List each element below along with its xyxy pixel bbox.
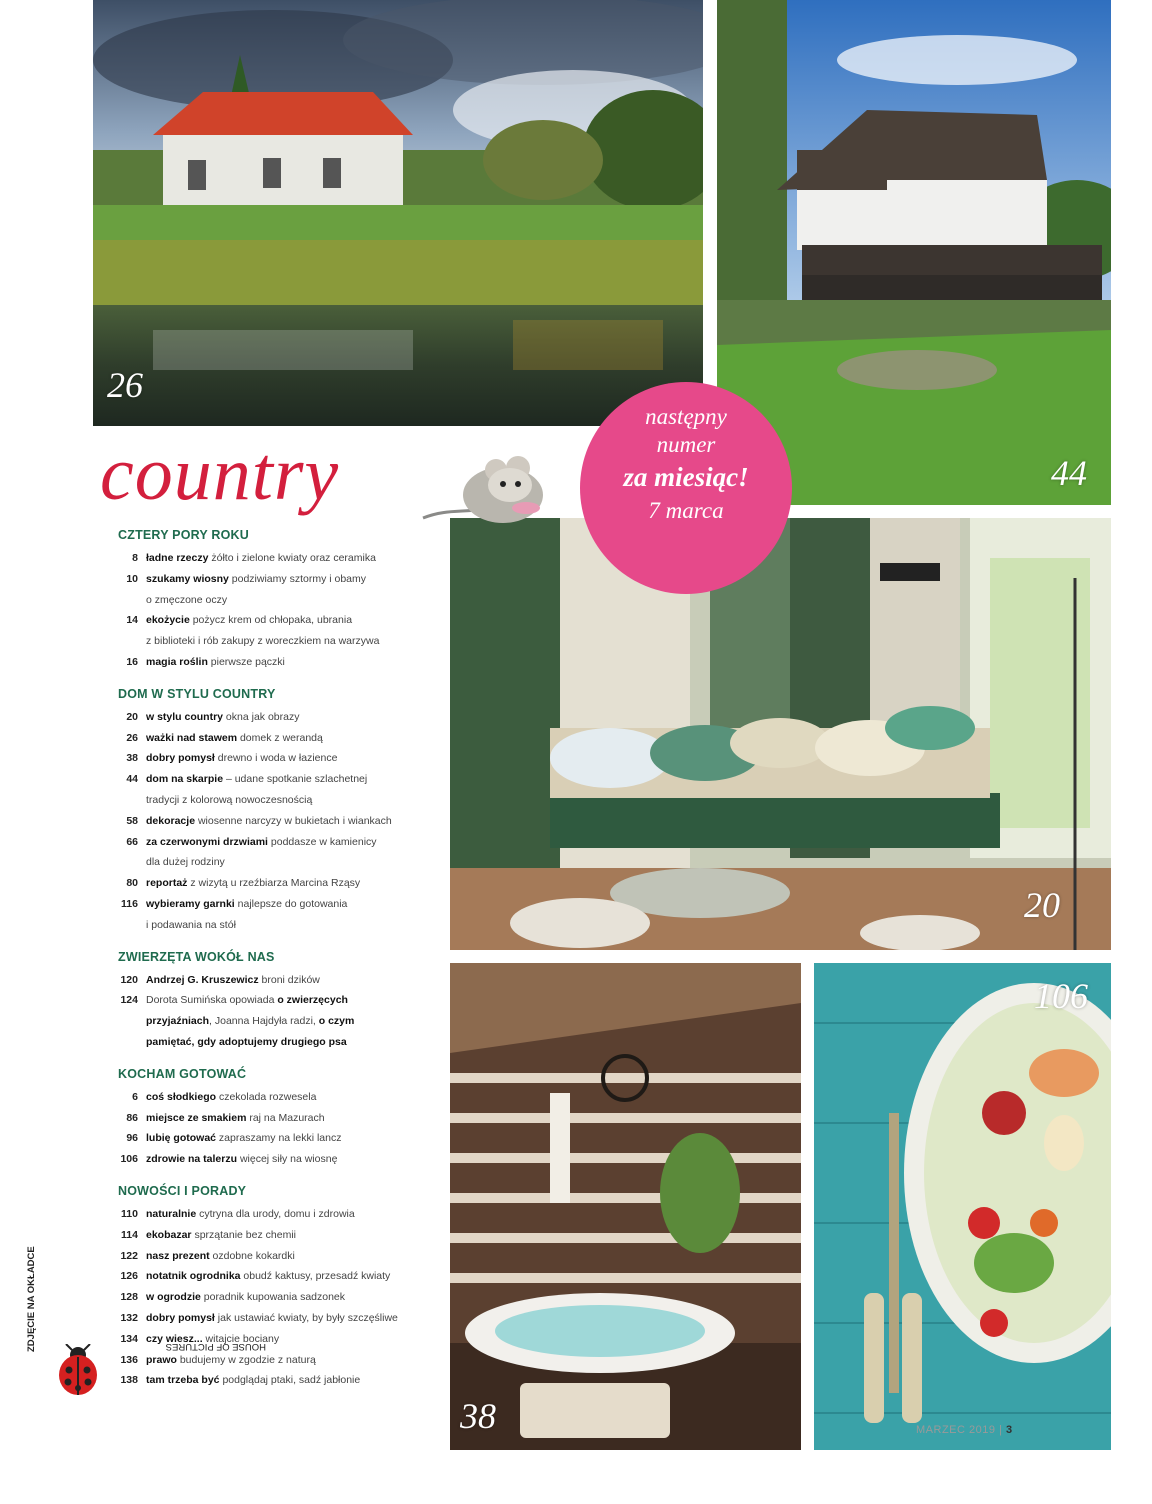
credit-label: ZDJĘCIE NA OKŁADCE [26, 1246, 37, 1352]
toc-entry[interactable] [96, 1350, 446, 1371]
entry-page: 20 [126, 710, 138, 723]
section-logo: country [100, 432, 340, 516]
toc-entry[interactable] [96, 1287, 446, 1308]
toc-entry[interactable] [96, 1308, 446, 1329]
entry-title: za czerwonymi drzwiami [146, 835, 268, 848]
entry-title: coś słodkiego [146, 1090, 217, 1103]
entry-title: ekożycie [146, 614, 190, 627]
toc-entry[interactable] [96, 1246, 446, 1267]
entry-title: w ogrodzie [146, 1291, 201, 1304]
entry-desc: witajcie bociany [202, 1332, 280, 1345]
entry-desc: broni dzików [258, 973, 320, 986]
toc-entry[interactable] [96, 548, 446, 569]
entry-desc: pierwsze pączki [207, 655, 285, 668]
toc-entry[interactable] [96, 811, 446, 832]
entry-page: 138 [120, 1374, 138, 1387]
entry-page: 44 [126, 773, 138, 786]
entry-title: w stylu country [146, 710, 224, 723]
toc-entry[interactable] [96, 707, 446, 728]
entry-desc: z wizytą u rzeźbiarza Marcina Rząsy [187, 877, 361, 890]
section-title: DOM W STYLU COUNTRY [118, 686, 276, 701]
toc-entry-continued [96, 852, 446, 873]
page-number: 3 [1005, 1424, 1013, 1436]
toc-entry-continued [96, 1032, 446, 1053]
promo-line: za miesiąc! [623, 462, 749, 492]
entry-desc: więcej siły na wiosnę [237, 1153, 338, 1166]
entry-desc: budujemy w zgodzie z naturą [176, 1353, 316, 1366]
entry-desc: o zmęczone oczy [146, 593, 228, 606]
entry-page: 86 [126, 1111, 138, 1124]
entry-desc: poradnik kupowania sadzonek [200, 1291, 346, 1304]
entry-page: 58 [126, 814, 138, 827]
toc-entry[interactable] [96, 894, 446, 915]
entry-page: 122 [120, 1249, 138, 1262]
toc-section [96, 528, 446, 673]
issue-month: MARZEC 2019 [916, 1424, 996, 1436]
section-title: NOWOŚCI I PORADY [118, 1183, 247, 1198]
entry-page: 126 [120, 1270, 138, 1283]
entry-page: 124 [120, 994, 138, 1007]
promo-line: następny [645, 404, 727, 429]
promo-date: 7 marca [648, 498, 724, 523]
toc-entry[interactable] [96, 569, 446, 590]
entry-desc: i podawania na stół [146, 918, 236, 931]
entry-desc: podglądaj ptaki, sadź jabłonie [219, 1374, 361, 1387]
entry-page: 8 [132, 552, 138, 564]
photo-bathroom [450, 963, 801, 1450]
entry-title: nasz prezent [146, 1249, 210, 1262]
entry-desc: domek z werandą [237, 731, 323, 744]
page-number-label: 106 [1034, 976, 1088, 1016]
page-number-label: 26 [107, 365, 143, 405]
entry-title: notatnik ogrodnika [146, 1270, 241, 1283]
toc-section [96, 1067, 446, 1170]
page-number-label: 38 [460, 1396, 496, 1436]
entry-title: ważki nad stawem [146, 731, 238, 744]
photo-lake-house [93, 0, 703, 426]
toc-section [96, 1184, 446, 1391]
entry-page: 16 [126, 655, 138, 668]
entry-page: 6 [132, 1090, 138, 1103]
entry-page: 80 [126, 877, 138, 890]
toc-entry[interactable] [96, 873, 446, 894]
entry-page: 120 [120, 973, 138, 986]
entry-desc: Dorota Sumińska opowiada [146, 994, 278, 1007]
toc-entry[interactable] [96, 1087, 446, 1108]
entry-desc: pożycz krem od chłopaka, ubrania [189, 614, 353, 627]
entry-desc: okna jak obrazy [223, 710, 300, 723]
toc-entry[interactable] [96, 1204, 446, 1225]
section-title: ZWIERZĘTA WOKÓŁ NAS [118, 949, 275, 964]
entry-title: o czym [318, 1015, 355, 1028]
entry-title: pamiętać, gdy adoptujemy drugiego psa [146, 1035, 347, 1048]
entry-page: 38 [126, 752, 138, 765]
toc-entry[interactable] [96, 1329, 446, 1350]
entry-title: czy wiesz... [146, 1332, 203, 1345]
table-of-contents [96, 528, 446, 1405]
toc-entry[interactable] [96, 728, 446, 749]
entry-title: Andrzej G. Kruszewicz [146, 973, 259, 986]
toc-entry-continued [96, 590, 446, 611]
toc-entry[interactable] [96, 1266, 446, 1287]
entry-desc: cytryna dla urody, domu i zdrowia [196, 1207, 355, 1220]
promo-line: numer [656, 432, 716, 457]
entry-title: ekobazar [146, 1228, 192, 1241]
entry-desc: obudź kaktusy, przesadź kwiaty [240, 1270, 391, 1283]
entry-desc: – udane spotkanie szlachetnej [223, 773, 368, 786]
entry-page: 134 [120, 1332, 138, 1345]
next-issue-badge [580, 382, 792, 594]
entry-page: 114 [121, 1228, 138, 1241]
entry-title: reportaż [146, 877, 188, 890]
entry-desc: jak ustawiać kwiaty, by były szczęśliwe [214, 1311, 398, 1324]
entry-title: wybieramy garnki [146, 897, 235, 910]
entry-page: 136 [120, 1353, 138, 1366]
entry-page: 66 [126, 835, 138, 848]
toc-entry[interactable] [96, 990, 446, 1011]
entry-title: dekoracje [146, 814, 196, 827]
entry-desc: tradycji z kolorową nowoczesnością [146, 793, 313, 806]
toc-entry[interactable] [96, 610, 446, 631]
entry-title: szukamy wiosny [146, 572, 229, 585]
entry-title: dobry pomysł [146, 752, 215, 765]
entry-page: 14 [126, 614, 138, 627]
section-title: KOCHAM GOTOWAĆ [118, 1066, 247, 1081]
credit-source: HOUSE OF PICTURES [165, 1341, 266, 1352]
entry-title: naturalnie [146, 1207, 197, 1220]
entry-desc: dla dużej rodziny [146, 856, 225, 869]
toc-section [96, 950, 446, 1053]
entry-title: lubię gotować [146, 1132, 217, 1145]
entry-desc: zapraszamy na lekki lancz [216, 1132, 342, 1145]
entry-page: 96 [126, 1132, 138, 1145]
photo-salad [814, 963, 1111, 1450]
entry-page: 10 [126, 572, 138, 585]
entry-title: prawo [146, 1353, 177, 1366]
toc-entry[interactable] [96, 1370, 446, 1391]
entry-desc: raj na Mazurach [246, 1111, 325, 1124]
toc-entry[interactable] [96, 970, 446, 991]
entry-desc: ozdobne kokardki [209, 1249, 295, 1262]
entry-desc: żółto i zielone kwiaty oraz ceramika [208, 552, 376, 564]
entry-page: 128 [120, 1291, 138, 1304]
entry-title: dom na skarpie [146, 773, 224, 786]
toc-entry[interactable] [96, 1108, 446, 1129]
entry-title: dobry pomysł [146, 1311, 215, 1324]
footer-separator: | [995, 1424, 1006, 1436]
entry-title: o zwierzęcych [277, 994, 348, 1007]
entry-title: zdrowie na talerzu [146, 1153, 238, 1166]
photo-living-room [450, 518, 1111, 950]
entry-title: ładne rzeczy [146, 552, 209, 564]
toc-entry[interactable] [96, 832, 446, 853]
page-number-label: 44 [1051, 453, 1087, 493]
toc-entry-continued [96, 1011, 446, 1032]
toc-entry[interactable] [96, 652, 446, 673]
entry-desc: wiosenne narcyzy w bukietach i wiankach [195, 814, 392, 827]
toc-entry-continued [96, 915, 446, 936]
toc-entry-continued [96, 631, 446, 652]
entry-desc: z biblioteki i rób zakupy z woreczkiem na warzywa [146, 635, 380, 648]
entry-page: 110 [121, 1207, 138, 1220]
entry-desc: , Joanna Hajdyła radzi, [209, 1015, 319, 1028]
entry-page: 106 [120, 1153, 138, 1166]
toc-entry[interactable] [96, 1225, 446, 1246]
entry-title: tam trzeba być [146, 1374, 220, 1387]
toc-entry[interactable] [96, 1149, 446, 1170]
toc-entry[interactable] [96, 748, 446, 769]
mouse-illustration [418, 440, 568, 530]
entry-desc: sprzątanie bez chemii [191, 1228, 296, 1241]
section-title: CZTERY PORY ROKU [118, 528, 249, 542]
toc-section [96, 687, 446, 936]
entry-title: przyjaźniach [146, 1015, 210, 1028]
entry-page: 132 [120, 1311, 138, 1324]
entry-page: 116 [121, 897, 138, 910]
toc-entry-continued [96, 790, 446, 811]
entry-desc: podziwiamy sztormy i obamy [228, 572, 366, 585]
page-footer [916, 1424, 1013, 1436]
ladybug-icon [56, 1344, 100, 1396]
entry-title: miejsce ze smakiem [146, 1111, 247, 1124]
entry-desc: poddasze w kamienicy [267, 835, 377, 848]
entry-title: magia roślin [146, 655, 208, 668]
toc-entry[interactable] [96, 769, 446, 790]
toc-entry[interactable] [96, 1128, 446, 1149]
entry-desc: najlepsze do gotowania [234, 897, 348, 910]
page-number-label: 20 [1024, 885, 1060, 925]
entry-page: 26 [126, 731, 138, 744]
entry-desc: czekolada rozwesela [216, 1090, 317, 1103]
entry-desc: drewno i woda w łazience [214, 752, 338, 765]
